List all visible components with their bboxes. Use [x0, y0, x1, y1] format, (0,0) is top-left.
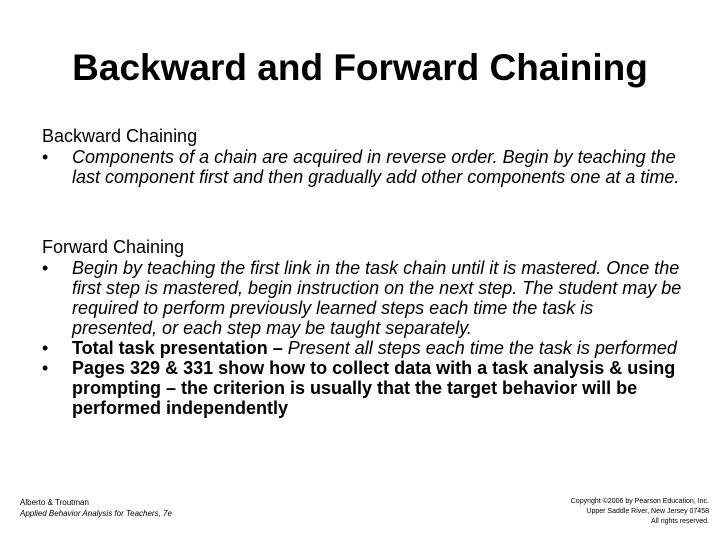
bullet-text-italic: Present all steps each time the task is performed	[287, 338, 677, 358]
copyright-line: Copyright ©2006 by Pearson Education, Inc.	[570, 498, 709, 505]
bullet-icon: •	[42, 358, 49, 378]
bullet-text: Begin by teaching the first link in the task chain until it is mastered. Once the first step is mastered, begin instruction on the next step. The student may be required to perform previously learned steps each time the task is presented, or each step may be taught separately.	[72, 258, 682, 338]
address-line: Upper Saddle River, New Jersey 07458	[586, 508, 709, 515]
footer-copyright	[571, 497, 709, 527]
forward-chaining-section	[42, 237, 682, 418]
bullet-icon: •	[42, 258, 49, 278]
forward-chaining-list	[42, 258, 682, 418]
backward-chaining-section	[42, 126, 682, 187]
footer-author: Alberto & Troutman	[20, 498, 89, 507]
footer-book-title: Applied Behavior Analysis for Teachers, 7e	[20, 509, 172, 518]
list-item	[42, 258, 682, 338]
bullet-text: Components of a chain are acquired in reverse order. Begin by teaching the last component first and then gradually add other components one at a time.	[72, 147, 680, 187]
slide-title: Backward and Forward Chaining	[72, 47, 648, 88]
bullet-icon: •	[42, 338, 49, 358]
bullet-text: Pages 329 & 331 show how to collect data with a task analysis & using prompting – the criterion is usually that the target behavior will be performed independently	[72, 358, 676, 418]
list-item	[42, 358, 682, 418]
forward-chaining-heading: Forward Chaining	[42, 237, 185, 257]
bullet-icon: •	[42, 147, 49, 167]
footer-citation	[20, 497, 172, 519]
bullet-text-bold: Total task presentation –	[72, 338, 288, 358]
rights-line: All rights reserved.	[651, 518, 709, 525]
backward-chaining-list	[42, 147, 682, 187]
list-item	[42, 338, 682, 358]
list-item	[42, 147, 682, 187]
backward-chaining-heading: Backward Chaining	[42, 126, 198, 146]
